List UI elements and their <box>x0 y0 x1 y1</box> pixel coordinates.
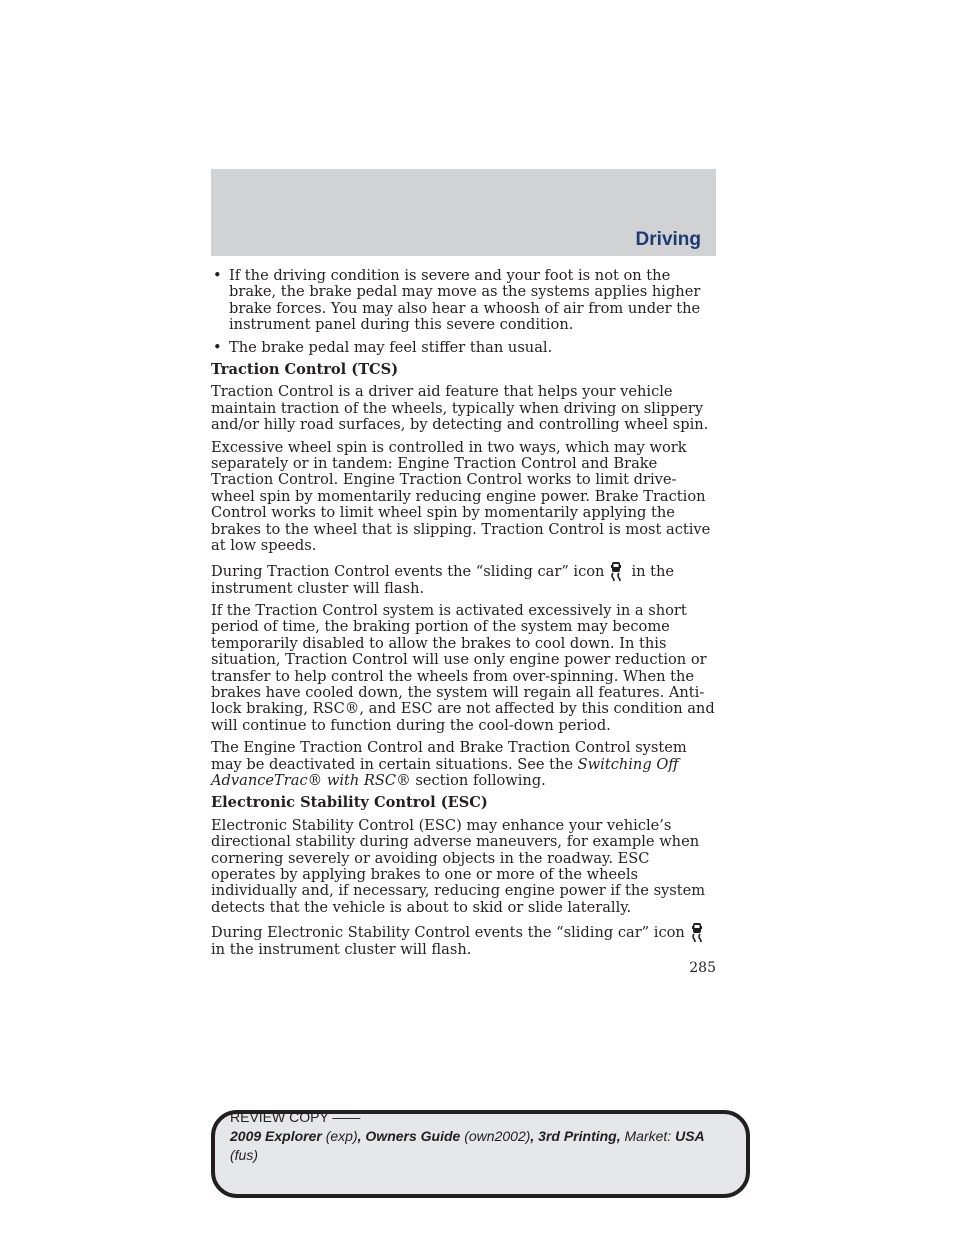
market-value: USA <box>675 1128 705 1144</box>
bullet-item <box>211 268 717 334</box>
bullet-text: If the driving condition is severe and your foot is not on the brake, the brake pedal may move as the systems applies higher brake forces. You may also hear a whoosh of air from under the instrument panel during this severe condition. <box>229 267 701 334</box>
tcs-paragraph: Traction Control is a driver aid feature that helps your vehicle maintain traction of the wheels, typically when driving on slippery and/or hilly road surfaces, by detecting and controlling wheel spin. <box>211 383 709 434</box>
esc-icon-text-after: in the instrument cluster will flash. <box>211 941 472 959</box>
tcs-reference-text: The Engine Traction Control and Brake Traction Control system may be deactivated in certain situations. See the <box>211 739 687 773</box>
tcs-icon-text-before: During Traction Control events the “sliding car” icon <box>211 562 605 580</box>
printing-info: , 3rd Printing, <box>530 1128 621 1144</box>
sliding-car-icon <box>610 561 622 581</box>
bullet-item <box>211 340 717 356</box>
review-copy-label: REVIEW COPY —— <box>230 1109 361 1125</box>
bullet-text: The brake pedal may feel stiffer than usual. <box>229 338 553 356</box>
print-info-line <box>230 1127 740 1146</box>
esc-heading: Electronic Stability Control (ESC) <box>211 794 488 812</box>
guide-name: , Owners Guide <box>357 1128 461 1144</box>
section-title: Driving <box>635 229 701 250</box>
tcs-paragraph: Excessive wheel spin is controlled in two ways, which may work separately or in tandem: Engine Traction Control and Brake Traction Control. Engine Traction Control works to limit drive-wheel spin by momentarily reducing engine power. Brake Traction Control works to limit wheel spin by momentarily applying the brakes to the wheel that is slipping. Traction Control is most active at low speeds. <box>211 438 711 555</box>
bullet-dot: • <box>213 338 222 356</box>
sliding-car-icon <box>691 922 703 942</box>
tcs-icon-text-after: in the instrument cluster will flash. <box>211 562 675 597</box>
esc-icon-text-before: During Electronic Stability Control events the “sliding car” icon <box>211 924 685 942</box>
esc-paragraph: Electronic Stability Control (ESC) may enhance your vehicle’s directional stability during adverse maneuvers, for example when cornering severely or avoiding objects in the roadway. ESC operates by applying brakes to one or more of the wheels individually and, if necessary, reducing engine power if the system detects that the vehicle is about to skid or slide laterally. <box>211 816 706 916</box>
model-name: 2009 Explorer <box>230 1128 322 1144</box>
bullet-dot: • <box>213 267 222 284</box>
esc-icon-paragraph <box>211 922 717 958</box>
section-header-band <box>211 169 716 256</box>
guide-code: (own2002) <box>464 1128 531 1144</box>
page-content <box>211 268 717 965</box>
advancetrac-reference: Switching Off AdvanceTrac® with RSC® <box>211 755 679 789</box>
page-number: 285 <box>689 960 716 976</box>
tcs-heading: Traction Control (TCS) <box>211 361 399 379</box>
tcs-paragraph: If the Traction Control system is activated excessively in a short period of time, the braking portion of the system may become temporarily disabled to allow the brakes to cool down. In this situation, Traction Control will use only engine power reduction or transfer to help control the wheels from over-spinning. When the brakes have cooled down, the system will regain all features. Anti-lock braking, RSC®, and ESC are not affected by this condition and will continue to function during the cool-down period. <box>211 601 715 734</box>
tcs-icon-paragraph <box>211 561 717 597</box>
market-code: (fus) <box>230 1147 258 1163</box>
review-copy-footer <box>230 1108 740 1165</box>
model-code: (exp) <box>325 1128 358 1144</box>
market-label: Market: <box>624 1128 672 1144</box>
tcs-reference-paragraph <box>211 740 717 789</box>
tcs-reference-text-after: section following. <box>415 771 546 789</box>
